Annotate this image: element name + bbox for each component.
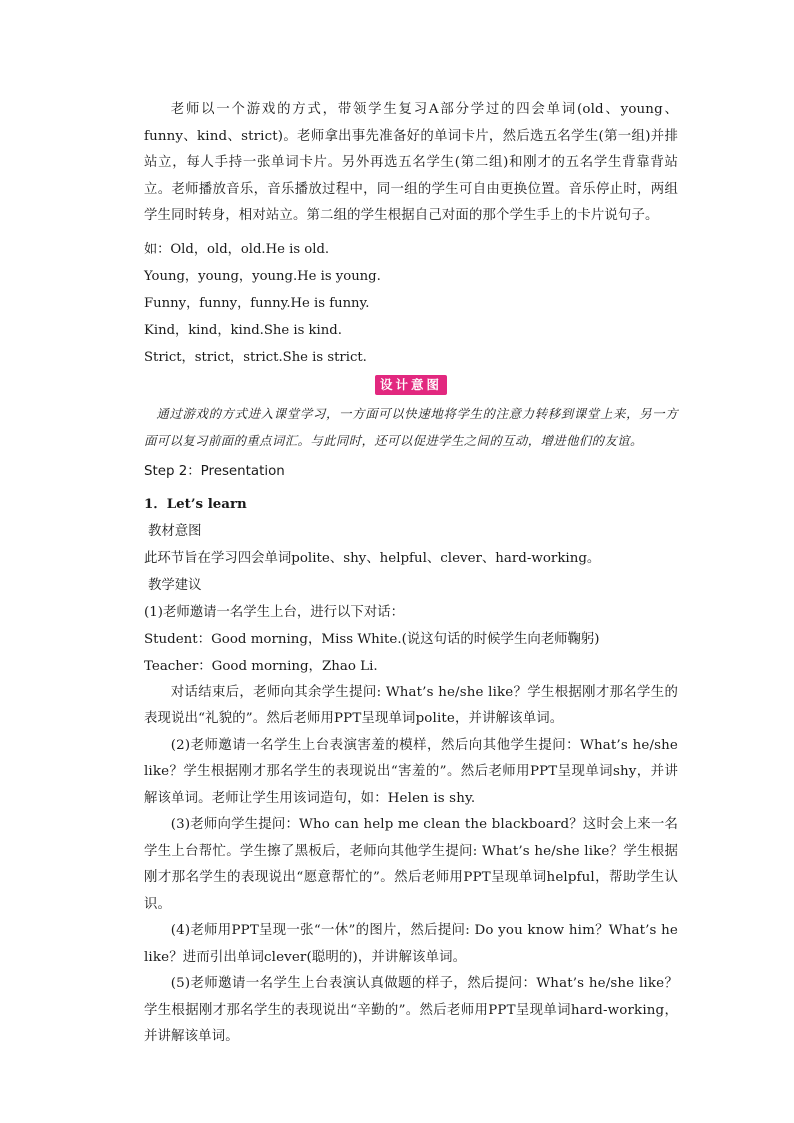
advice-item-1-after: 对话结束后，老师向其余学生提问: What’s he/she like？学生根据刚才那名学生的表现说出“礼貌的”。然后老师用PPT呈现单词polite，并讲解该单词。 [144, 684, 678, 726]
dialogue-teacher: Teacher：Good morning，Zhao Li. [144, 658, 378, 674]
advice-item-5: (5)老师邀请一名学生上台表演认真做题的样子，然后提问：What’s he/she like？学生根据刚才那名学生的表现说出“辛勤的”。然后老师用PPT呈现单词hard-working，并讲解该单词。 [144, 976, 678, 1044]
textbook-intent-label [144, 518, 678, 545]
example-line: 如：Old，old，old.He is old. [144, 241, 330, 257]
teaching-advice-label-text: 教学建议 [148, 577, 202, 593]
advice-item-4: (4)老师用PPT呈现一张“一休”的图片，然后提问: Do you know him？What’s he like？进而引出单词clever(聪明的)，并讲解该单词。 [144, 923, 678, 965]
intro-paragraph: 老师以一个游戏的方式，带领学生复习A部分学过的四会单词(old、young、funny、kind、strict)。老师拿出事先准备好的单词卡片，然后选五名学生(第一组)并排站立，每人手持一张单词卡片。另外再选五名学生(第二组)和刚才的五名学生背靠背站立。老师播放音乐，音乐播放过程中，同一组的学生可自由更换位置。音乐停止时，两组学生同时转身，相对站立。第二组的学生根据自己对面的那个学生手上的卡片说句子。 [144, 102, 678, 223]
example-list [144, 236, 678, 371]
advice-item-1: (1)老师邀请一名学生上台，进行以下对话： [144, 604, 404, 620]
textbook-intent-text: 此环节旨在学习四会单词polite、shy、helpful、clever、hard-working。 [144, 550, 601, 566]
advice-item-2: (2)老师邀请一名学生上台表演害羞的模样，然后向其他学生提问：What’s he/she like？学生根据刚才那名学生的表现说出“害羞的”。然后老师用PPT呈现单词shy，并讲解该单词。老师让学生用该词造句，如：Helen is shy. [144, 737, 678, 806]
teaching-advice-label [144, 572, 678, 599]
textbook-intent-label-text: 教材意图 [148, 523, 202, 539]
design-intent-badge: 设计意图 [375, 375, 447, 395]
design-intent-text: 通过游戏的方式进入课堂学习，一方面可以快速地将学生的注意力转移到课堂上来，另一方面可以复习前面的重点词汇。与此同时，还可以促进学生之间的互动，增进他们的友谊。 [144, 405, 678, 448]
page-content [144, 97, 678, 1051]
example-line: Kind，kind，kind.She is kind. [144, 322, 342, 338]
design-intent-badge-wrap [144, 374, 678, 398]
example-line: Young，young，young.He is young. [144, 268, 381, 284]
dialogue-student: Student：Good morning，Miss White.(说这句话的时候学生向老师鞠躬) [144, 631, 600, 647]
step-heading: Step 2：Presentation [144, 463, 285, 479]
example-line: Funny，funny，funny.He is funny. [144, 295, 370, 311]
section-title: 1．Let’s learn [144, 495, 247, 512]
advice-item-3: (3)老师向学生提问：Who can help me clean the blackboard？这时会上来一名学生上台帮忙。学生擦了黑板后，老师向其他学生提问: What’s he/she like？学生根据刚才那名学生的表现说出“愿意帮忙的”。然后老师用PPT呈现单词helpful，帮助学生认识。 [144, 817, 678, 912]
example-line: Strict，strict，strict.She is strict. [144, 349, 367, 365]
